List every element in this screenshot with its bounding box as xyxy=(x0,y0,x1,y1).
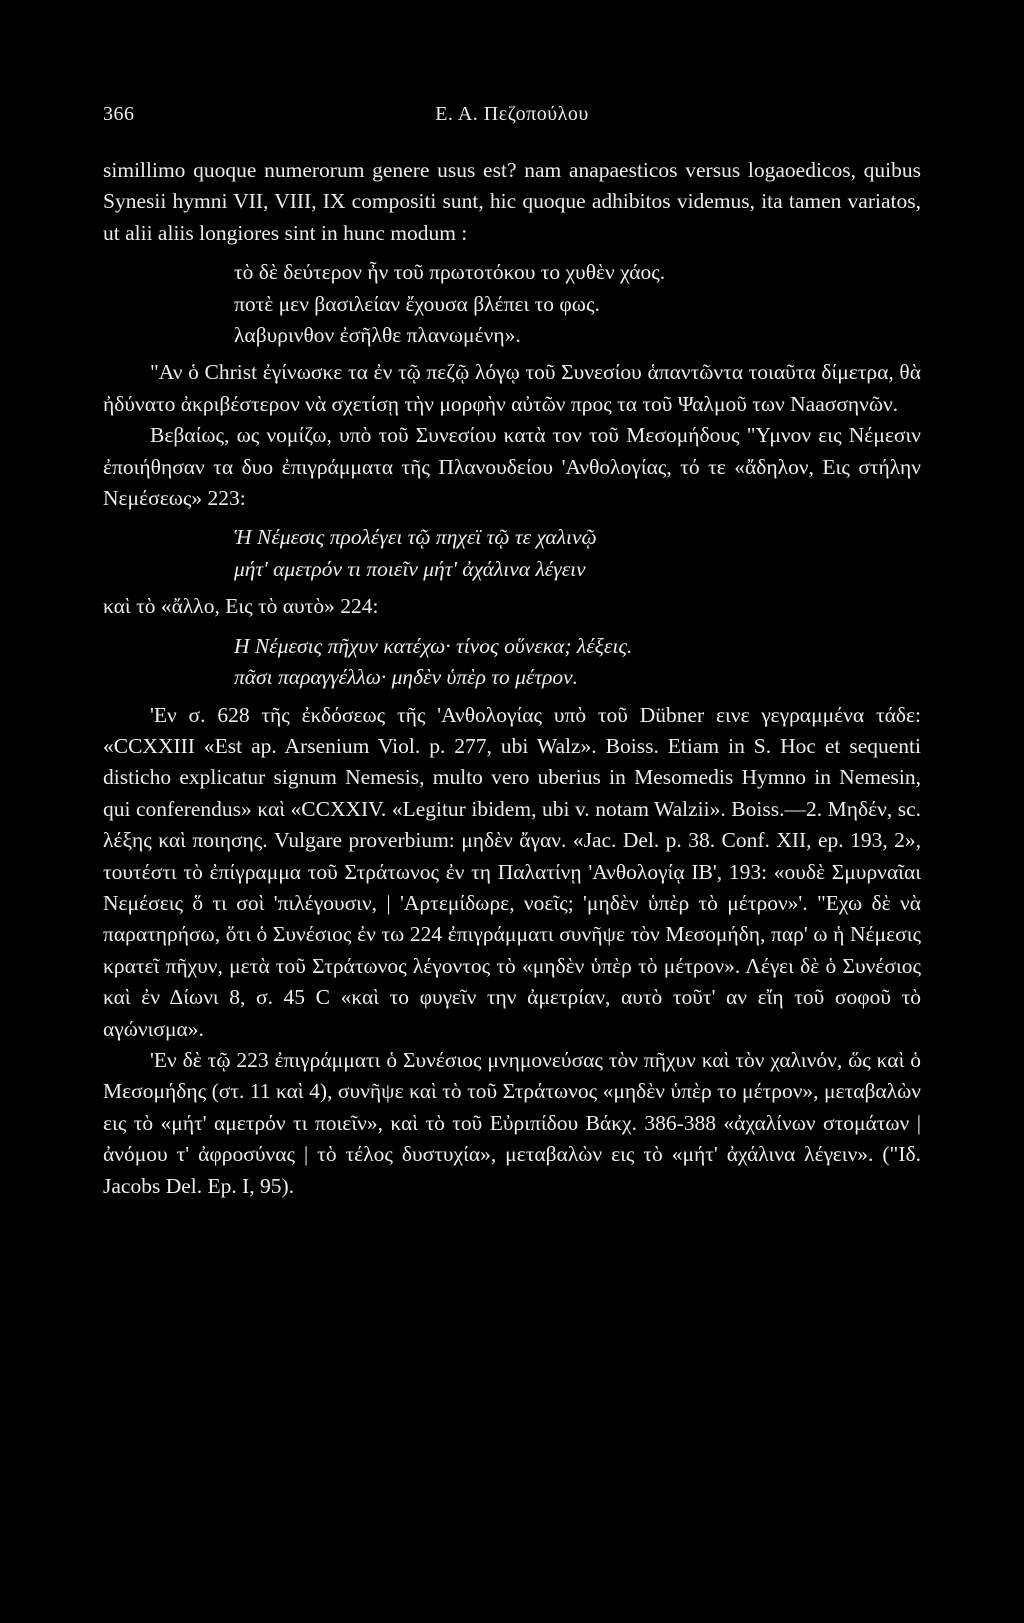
epigram-224 xyxy=(234,631,921,694)
paragraph-mesomedes: Βεβαίως, ως νομίζω, υπὸ τοῦ Συνεσίου κατὰ τον τοῦ Μεσομήδους "Υμνον εις Νέμεσιν ἐποιήθησαν τα δυο ἐπιγράμματα τῆς Πλανουδείου 'Ανθολογίας, τό τε «ἄδηλον, Εις στήλην Νεμέσεως» 223: xyxy=(103,423,921,511)
verse-line: Ἡ Νέμεσις προλέγει τῷ πηχεϊ τῷ τε χαλινῷ xyxy=(234,525,597,550)
verse-line: πᾶσι παραγγέλλω· μηδὲν ὑπὲρ το μέτρον. xyxy=(234,665,579,690)
verse-quotation-1 xyxy=(234,257,921,351)
paragraph-christ: "Αν ὁ Christ ἐγίνωσκε τα ἐν τῷ πεζῷ λόγῳ τοῦ Συνεσίου ἁπαντῶντα τοιαῦτα δίμετρα, θὰ ἠδύνατο ἀκριβέστερον νὰ σχετίσῃ τὴν μορφὴν αὐτῶν προς τα τοῦ Ψαλμοῦ των Νaaσσηνῶν. xyxy=(103,360,921,416)
epigram-223 xyxy=(234,522,921,585)
paragraph-epigram-224-intro: καὶ τὸ «ἄλλο, Εις τὸ αυτὸ» 224: xyxy=(103,594,379,619)
verse-line: Η Νέμεσις πῆχυν κατέχω· τίνος οὕνεκα; λέξεις. xyxy=(234,633,633,658)
verse-line: λαβυρινθον ἐσῆλθε πλανωμένη». xyxy=(234,323,521,348)
running-title: Ε. Α. Πεζοπούλου xyxy=(435,103,589,125)
verse-line: μήτ' αμετρόν τι ποιεῖν μήτ' ἀχάλινα λέγειν xyxy=(234,556,586,581)
page-number: 366 xyxy=(103,103,135,125)
paragraph-dubner: 'Εν σ. 628 τῆς ἐκδόσεως τῆς 'Ανθολογίας υπὸ τοῦ Dübner εινε γεγραμμένα τάδε: «CCXXIII «Est ap. Arsenium Viol. p. 277, ubi Walz». Boiss. Etiam in S. Hoc et sequenti disticho explicatur signum Nemesis, multo vero uberius in Mesomedis Hymno in Nemesin, qui conferendus» καὶ «CCXXIV. «Legitur ibidem, ubi v. notam Walzii». Boiss.—2. Μηδέν, sc. λέξης καὶ ποιησης. Vulgare proverbium: μηδὲν ἄγαν. «Jac. Del. p. 38. Conf. XII, ep. 193, 2», τουτέστι τὸ ἐπίγραμμα τοῦ Στράτωνος ἐν τη Παλατίνῃ 'Ανθολογίᾳ ΙΒ', 193: «ουδὲ Σμυρναῖαι Νεμέσεις ὅ τι σοὶ 'πιλέγουσιν, | 'Αρτεμίδωρε, νοεῖς; 'μηδὲν ὑπὲρ τὸ μέτρον»'. "Εχω δὲ νὰ παρατηρήσω, ὅτι ὁ Συνέσιος ἐν τω 224 ἐπιγράμματι συνῆψε τὸν Μεσομήδη, παρ' ω ἡ Νέμεσις κρατεῖ πῆχυν, μετὰ τοῦ Στράτωνος λέγοντος τὸ «μηδὲν ὑπὲρ τὸ μέτρον». Λέγει δὲ ὁ Συνέσιος καὶ ἐν Δίωνι 8, σ. 45 C «καὶ το φυγεῖν την ἀμετρίαν, αυτὸ τοῦτ' αν εἴη τοῦ σοφοῦ τὸ αγώνισμα». xyxy=(103,702,921,1041)
paragraph-latin-intro: simillimo quoque numerorum genere usus est? nam anapaesticos versus logaoedicos, quibus Synesii hymni VII, VIII, IX compositi sunt, hic quoque adhibitos videmus, ita tamen variatos, ut alii aliis longiores sint in hunc modum : xyxy=(103,158,921,245)
paragraph-synesius-223: 'Εν δὲ τῷ 223 ἐπιγράμματι ὁ Συνέσιος μνημονεύσας τὸν πῆχυν καὶ τὸν χαλινόν, ὥς καὶ ὁ Μεσομήδης (στ. 11 καὶ 4), συνῆψε καὶ τὸ τοῦ Στράτωνος «μηδὲν ὑπὲρ το μέτρον», μεταβαλὼν εις τὸ «μήτ' αμετρόν τι ποιεῖν», καὶ τὸ τοῦ Εὐριπίδου Βάκχ. 386-388 «ἀχαλίνων στομάτων | ἀνόμου τ' ἀφροσύνας | τὸ τέλος δυστυχία», μεταβαλὼν εις τὸ «μήτ' ἀχάλινα λέγειν». ("Ιδ. Jacobs Del. Ep. I, 95). xyxy=(103,1047,921,1198)
body-text xyxy=(103,155,921,1202)
running-header xyxy=(103,103,921,131)
verse-line: τὸ δὲ δεύτερον ἦν τοῦ πρωτοτόκου το χυθὲν χάος. xyxy=(234,260,666,285)
verse-line: ποτὲ μεν βασιλείαν ἔχουσα βλέπει το φως. xyxy=(234,291,600,316)
